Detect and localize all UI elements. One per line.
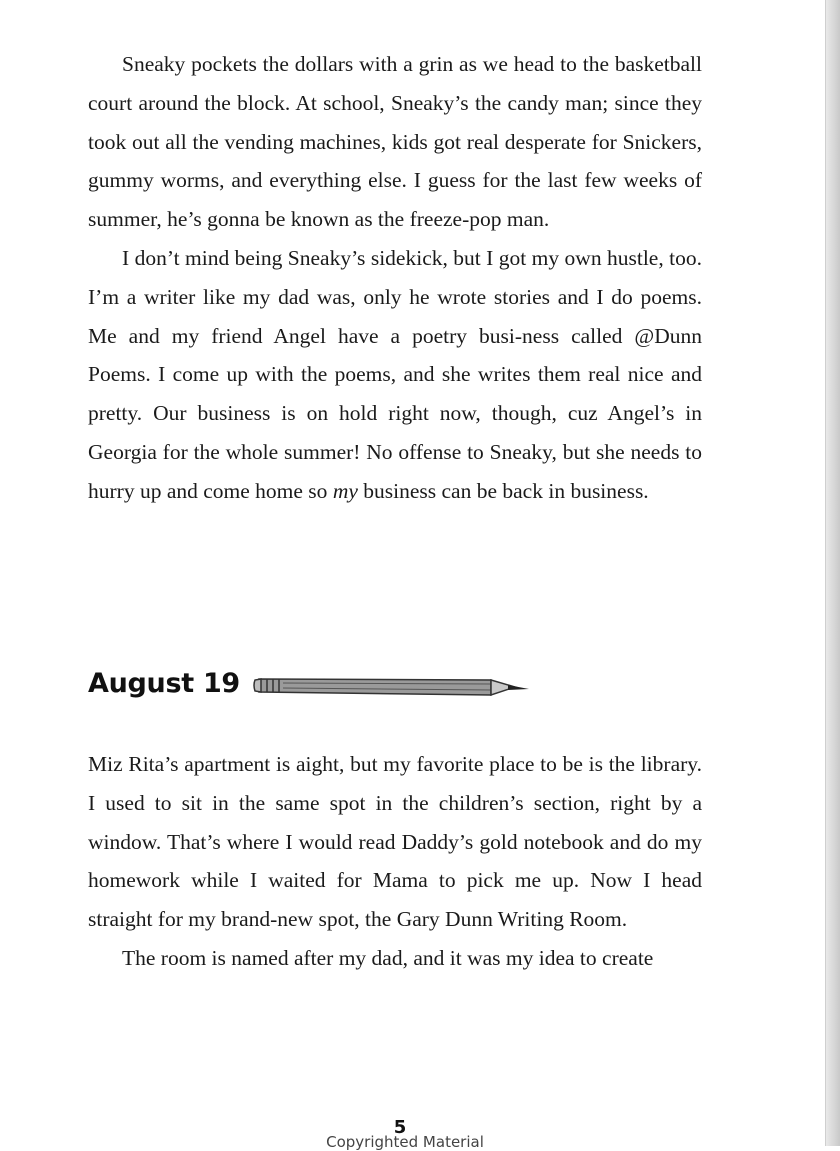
text-block-top [88, 45, 702, 511]
pencil-icon [253, 670, 533, 700]
paragraph-2-text: I don’t mind being Sneaky’s sidekick, but I got my own hustle, too. I’m a writer like my dad was, only he wrote stories and I do poems. Me and my friend Angel have a poetry busi-ness called @Dunn Poems. I come up with the poems, and she writes them real nice and pretty. Our business is on hold right now, though, cuz Angel’s in Georgia for the whole summer! No offense to Sneaky, but she needs to hurry up and come home so [88, 245, 702, 503]
text-block-bottom [88, 745, 702, 978]
page-number: 5 [393, 1117, 407, 1138]
section-heading-row [88, 664, 588, 706]
paragraph-3: Miz Rita’s apartment is aight, but my favorite place to be is the library. I used to sit in the same spot in the children’s section, right by a window. That’s where I would read Daddy’s gold notebook and do my homework while I waited for Mama to pick me up. Now I head straight for my brand-new spot, the Gary Dunn Writing Room. [88, 752, 702, 932]
italic-word: my [332, 478, 358, 503]
paragraph-4: The room is named after my dad, and it was my idea to create [122, 945, 654, 970]
paragraph-1: Sneaky pockets the dollars with a grin as we head to the basketball court around the block. At school, Sneaky’s the candy man; since they took out all the vending machines, kids got real desperate for Snickers, gummy worms, and everything else. I guess for the last few weeks of summer, he’s gonna be known as the freeze-pop man. [88, 52, 702, 232]
paragraph-2-end: business can be back in business. [357, 478, 649, 503]
copyright-footer: Copyrighted Material [326, 1133, 484, 1151]
section-heading: August 19 [88, 668, 240, 699]
page-edge [825, 0, 840, 1146]
paragraph-2 [88, 239, 702, 511]
